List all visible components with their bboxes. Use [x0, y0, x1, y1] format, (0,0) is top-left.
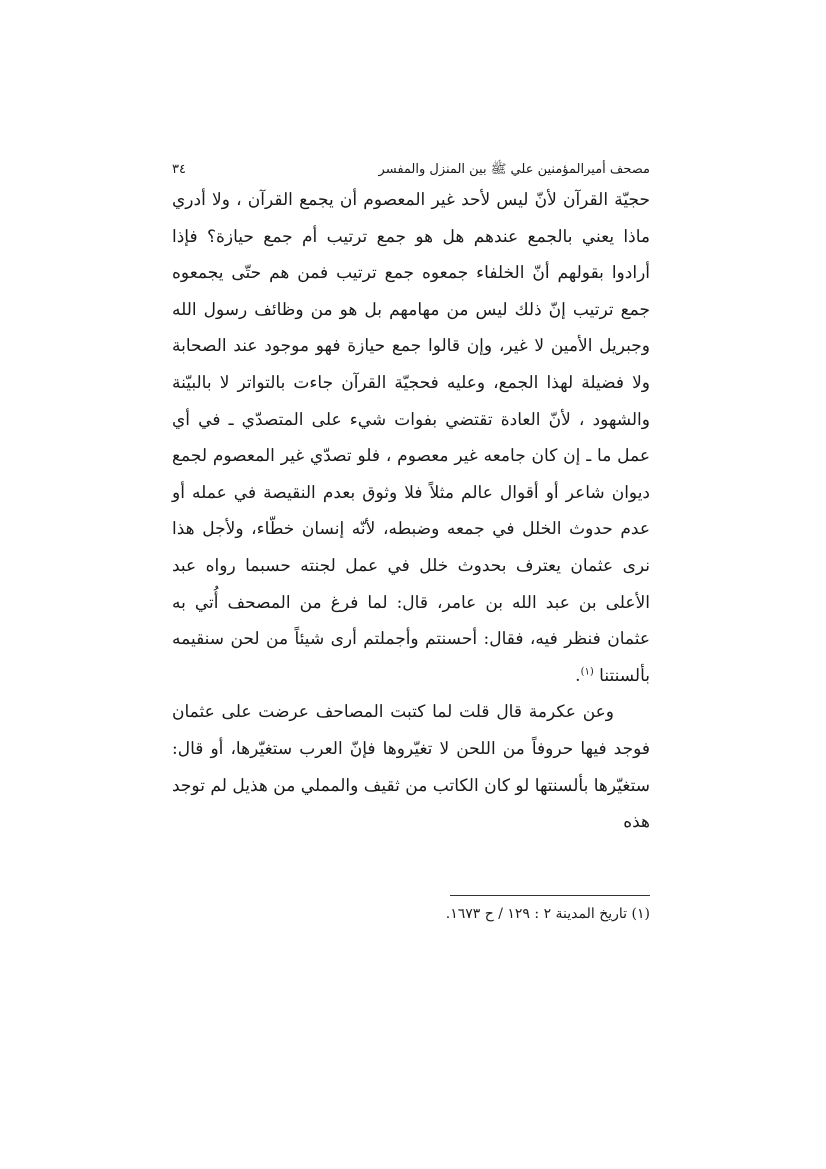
book-page — [172, 158, 650, 841]
paragraph-2 — [172, 694, 650, 840]
paragraph-2-text: وعن عكرمة قال قلت لما كتبت المصاحف عرضت على عثمان فوجد فيها حروفاً من اللحن لا تغيّروها فإنّ العرب ستغيّرها، أو قال: ستغيّرها بألسنتها لو كان الكاتب من ثقيف والمملي من هذيل لم توجد هذه — [172, 702, 650, 833]
running-title: مصحف أميرالمؤمنين علي ﷺ بين المنزل والمفسر — [378, 162, 650, 177]
footnote-divider — [450, 895, 650, 896]
main-text — [172, 182, 650, 841]
paragraph-1-text: حجيّة القرآن لأنّ ليس لأحد غير المعصوم أن يجمع القرآن ، ولا أدري ماذا يعني بالجمع عندهم هل هو جمع ترتيب أم جمع حيازة؟ فإذا أرادوا بقولهم أنّ الخلفاء جمعوه جمع ترتيب فمن هم حتّى يجمعوه جمع ترتيب إنّ ذلك ليس من مهامهم بل هو من وظائف رسول الله وجبريل الأمين لا غير، وإن قالوا جمع حيازة فهو موجود عند الصحابة ولا فضيلة لهذا الجمع، وعليه فحجيّة القرآن جاءت بالتواتر لا بالبيّنة والشهود ، لأنّ العادة تقتضي بفوات شيء على المتصدّي ـ في أي عمل ما ـ إن كان جامعه غير معصوم ، فلو تصدّي غير المعصوم لجمع ديوان شاعر أو أقوال عالم مثلاً فلا وثوق بعدم النقيصة في عمله أو عدم حدوث الخلل في جمعه وضبطه، لأنّه إنسان خطّاء، ولأجل هذا نرى عثمان يعترف بحدوث خلل في عمل لجنته حسبما رواه عبد الأعلى بن عبد الله بن عامر، قال: لما فرغ من المصحف أُتي به عثمان فنظر فيه، فقال: أحسنتم وأجملتم أرى شيئاً من لحن سنقيمه بألسنتنا — [172, 190, 651, 686]
page-number: ٣٤ — [172, 162, 186, 177]
footnote — [172, 902, 650, 926]
paragraph-1 — [172, 182, 650, 694]
running-header — [172, 158, 650, 182]
footnote-text: (١) تاريخ المدينة ٢ : ١٢٩ / ح ١٦٧٣. — [445, 906, 650, 922]
paragraph-1-end: . — [575, 665, 581, 686]
footnote-marker[interactable]: (١) — [580, 666, 594, 678]
